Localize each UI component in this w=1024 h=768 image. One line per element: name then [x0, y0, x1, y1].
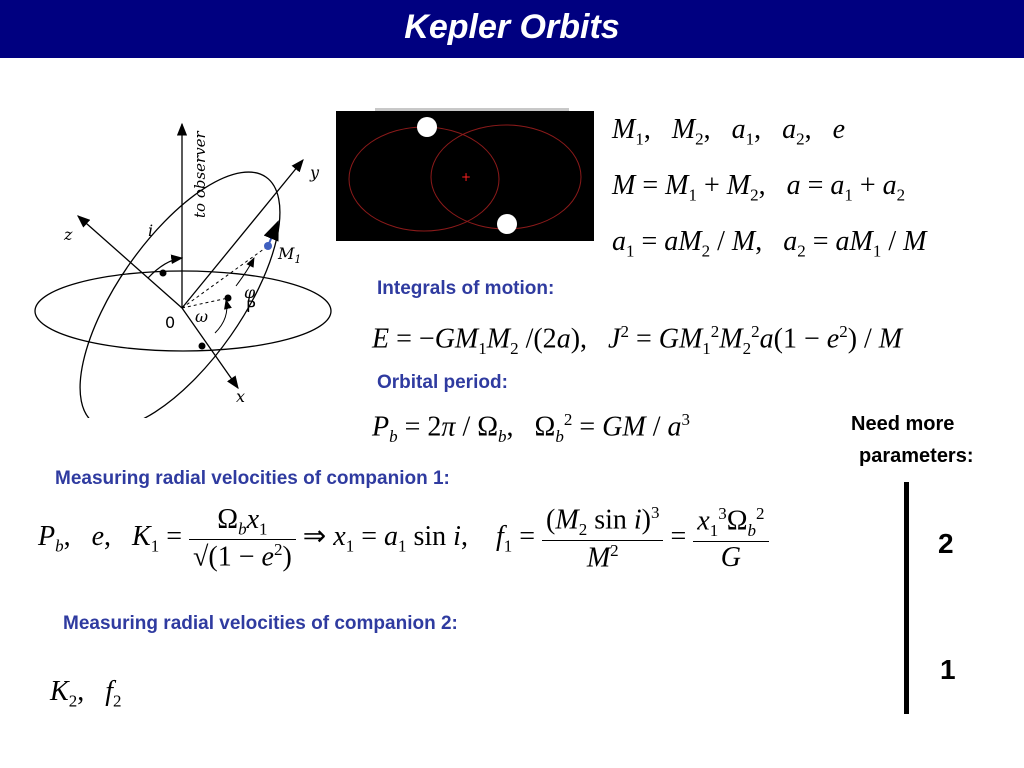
label-z: z [64, 225, 73, 244]
slide-title: Kepler Orbits [404, 8, 620, 46]
note-line-2: parameters: [859, 445, 974, 467]
label-p: P [246, 297, 256, 316]
node-dot-left [160, 270, 167, 277]
equation-companion-1: $P_b$, e, $K_1$ = $\frac{\Omega_bx_1}{√(1 - e^2)}$ ⇒ $x_1 = a_1$ sin i, $f_1$ = $\frac{(M_2 \sin i)^3}{M^2}$ = $\frac{x_1^3\Omega_b^2}{G}$ [38, 503, 769, 574]
binary-simulation-image [336, 111, 594, 241]
heading-companion-1: Measuring radial velocities of companion 1: [55, 468, 450, 489]
heading-companion-2: Measuring radial velocities of companion 2: [63, 613, 458, 634]
equation-companion-2: $K_2$, $f_2$ [50, 676, 122, 711]
note-line-1: Need more [851, 413, 955, 435]
omega-arc [215, 300, 227, 333]
equation-period: $P_b = 2\pi / \Omega_b$, $\Omega_b^2$ = GM / $a^3$ [372, 410, 690, 446]
label-i: i [148, 221, 154, 240]
x-axis [182, 308, 238, 388]
parameter-divider [904, 482, 909, 714]
heading-integrals: Integrals of motion: [377, 278, 555, 299]
companion-2-body [497, 214, 517, 234]
count-companion-2: 1 [940, 654, 956, 685]
m1-dot [264, 242, 272, 250]
equation-integrals: $E = -GM_1M_2$ /(2a), $J^2 = GM_1^2M_2^2a(1 - e^2) / M$ [372, 322, 903, 358]
phi-arc [236, 258, 254, 286]
label-origin: 0 [165, 313, 176, 332]
z-axis [78, 216, 182, 308]
equation-total-mass: $M = M_1 + M_2$, $a = a_1 + a_2$ [612, 170, 906, 205]
label-y: y [310, 163, 320, 182]
periastron-dot [225, 295, 232, 302]
label-x: x [236, 387, 246, 406]
orbit-geometry-diagram [30, 118, 340, 418]
companion-1-body [417, 117, 437, 137]
label-phi: φ [244, 283, 256, 302]
label-omega: ω [195, 307, 209, 326]
heading-period: Orbital period: [377, 372, 508, 393]
label-to-observer: to observer [191, 131, 209, 218]
count-companion-1: 2 [938, 528, 954, 559]
label-m1: $M_1$ [278, 244, 302, 266]
equation-semi-axes: $a_1 = aM_2 / M$, $a_2 = aM_1 / M$ [612, 226, 927, 261]
node-dot-right [199, 343, 206, 350]
equation-parameters: $M_1$, $M_2$, $a_1$, $a_2$, e [612, 114, 846, 149]
reference-plane-ellipse [35, 271, 331, 351]
center-of-mass-marker: + [461, 170, 472, 184]
